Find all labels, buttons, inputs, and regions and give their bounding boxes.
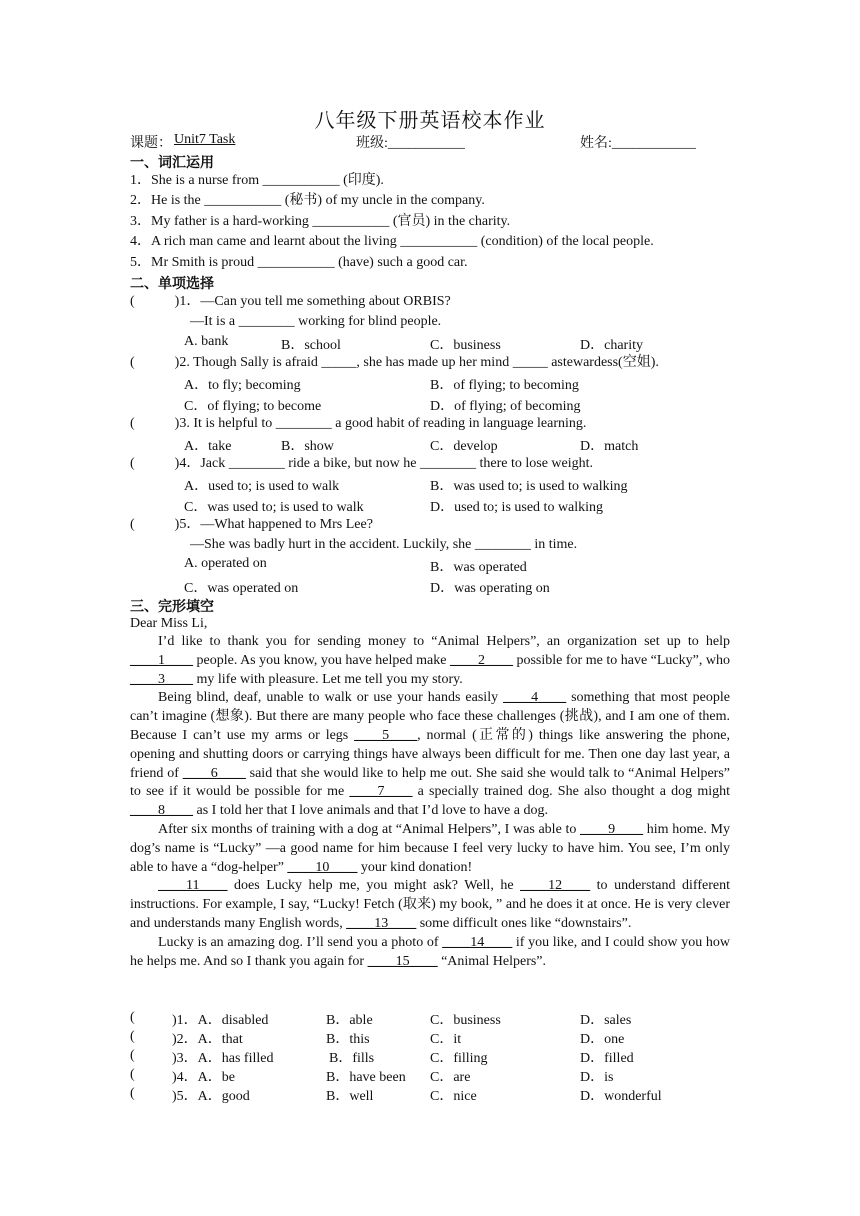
passage-text: Lucky is an amazing dog. I’ll send you a photo of (158, 934, 443, 950)
passage-text: Being blind, deaf, unable to walk or use your hands easily (158, 690, 504, 706)
question-row (130, 516, 373, 534)
answer-row (130, 1047, 135, 1065)
blank: ____9____ (580, 821, 644, 837)
vocab-item: 3．My father is a hard-working ___________ (官员) in the charity. (130, 214, 511, 229)
passage-text: “Animal Helpers”. (437, 953, 547, 969)
option: D．is (580, 1070, 614, 1085)
option: A. operated on (184, 556, 267, 571)
question-text: )5．—What happened to Mrs Lee? (174, 517, 373, 532)
answer-row (130, 1028, 135, 1046)
passage-text: him home. My dog’s name is “Lucky” —a good name for him because I feel very lucky to have him. You see, I’m only able to have a “dog-helper” (130, 821, 730, 875)
question-row (130, 293, 451, 311)
option: C．business (430, 1013, 501, 1028)
paren-open: ( (130, 294, 135, 309)
paren-open: ( (130, 1029, 135, 1044)
cloze-paragraph (130, 821, 730, 877)
question-row (130, 455, 593, 473)
cloze-paragraph (130, 689, 730, 821)
passage-text: a specially trained dog. She also thought a dog might (412, 784, 730, 800)
passage-text: possible for me to have “Lucky”, who (512, 652, 730, 668)
question-text: —It is a ________ working for blind people. (190, 314, 442, 329)
passage-text: people. As you know, you have helped make (193, 652, 450, 668)
section-choice-heading: 二、单项选择 (130, 276, 214, 292)
vocab-item: 1．She is a nurse from ___________ (印度). (130, 173, 384, 188)
option: C．filling (430, 1051, 488, 1066)
question-row (130, 354, 659, 372)
option: B．able (326, 1013, 373, 1028)
passage-text: , normal (正常的) things like answering the phone, opening and shutting doors or carrying things have always been difficult for me. Then one day last year, a friend of (130, 727, 730, 781)
option: D．match (580, 439, 639, 454)
blank: ____2____ (449, 652, 513, 668)
option: )5．A．good (172, 1089, 250, 1104)
option: D．filled (580, 1051, 634, 1066)
name-field: 姓名:____________ (580, 136, 696, 151)
blank: ____6____ (182, 765, 246, 781)
option: D．charity (580, 338, 643, 353)
paren-open: ( (130, 355, 135, 370)
question-text: )1．—Can you tell me something about ORBIS? (174, 294, 451, 309)
cloze-paragraph (130, 934, 730, 972)
passage-text: I’d like to thank you for sending money to “Animal Helpers”, an organization set up to help (158, 634, 730, 649)
option: C．was operated on (184, 581, 299, 596)
passage-text: your kind donation! (357, 859, 473, 875)
option: C．develop (430, 439, 498, 454)
option: B．of flying; to becoming (430, 378, 579, 393)
passage-text: my life with pleasure. Let me tell you my story. (193, 671, 463, 687)
answer-row (130, 1066, 135, 1084)
option: A. bank (184, 334, 229, 349)
option: )4．A．be (172, 1070, 235, 1085)
option: D．was operating on (430, 581, 550, 596)
blank: ____7____ (349, 784, 413, 800)
page-title: 八年级下册英语校本作业 (314, 110, 546, 132)
option: B．school (281, 338, 341, 353)
passage-text: as I told her that I love animals and that I’d love to have a dog. (193, 803, 548, 819)
option: )3．A．has filled (172, 1051, 274, 1066)
cloze-passage (130, 633, 730, 971)
option: B．well (326, 1089, 374, 1104)
passage-text: something that most people can’t imagine (想象). But there are many people who face these challenges (挑战), and I am one of them. Because I can’t use my arms or legs (130, 690, 730, 743)
option: A．used to; is used to walk (184, 479, 340, 494)
blank: ____14____ (442, 934, 513, 950)
option: C．are (430, 1070, 471, 1085)
option: B．show (281, 439, 334, 454)
blank: ____13____ (346, 915, 417, 931)
question-row (130, 415, 586, 433)
paren-open: ( (130, 456, 135, 471)
blank: ____15____ (367, 953, 438, 969)
blank: ____3____ (130, 671, 193, 687)
section-vocab-heading: 一、词汇运用 (130, 155, 214, 171)
blank: ____11____ (158, 878, 228, 894)
cloze-paragraph (130, 633, 730, 689)
question-text: )2. Though Sally is afraid _____, she has made up her mind _____ astewardess(空姐). (174, 355, 659, 370)
question-text: )3. It is helpful to ________ a good habit of reading in language learning. (174, 416, 587, 431)
option: A．take (184, 439, 232, 454)
passage-text: if you like, and I could show you how he helps me. And so I thank you again for (130, 934, 730, 969)
passage-text: does Lucky help me, you might ask? Well, he (227, 878, 521, 894)
section-cloze-heading: 三、完形填空 (130, 599, 214, 615)
option: D．one (580, 1032, 625, 1047)
topic-label: 课题： (130, 136, 172, 151)
option: D．wonderful (580, 1089, 662, 1104)
blank: ____10____ (287, 859, 358, 875)
paren-open: ( (130, 1048, 135, 1063)
blank: ____12____ (520, 878, 591, 894)
vocab-item: 2．He is the ___________ (秘书) of my uncle in the company. (130, 193, 485, 208)
vocab-item: 5．Mr Smith is proud ___________ (have) such a good car. (130, 255, 468, 270)
question-text: )4．Jack ________ ride a bike, but now he ________ there to lose weight. (174, 456, 594, 471)
option: )1．A．disabled (172, 1013, 269, 1028)
option: C．nice (430, 1089, 477, 1104)
option: D．of flying; of becoming (430, 399, 581, 414)
option: )2．A．that (172, 1032, 243, 1047)
option: C．was used to; is used to walk (184, 500, 364, 515)
option: D．sales (580, 1013, 632, 1028)
blank: ____1____ (130, 652, 193, 668)
paren-open: ( (130, 1067, 135, 1082)
option: B．was used to; is used to walking (430, 479, 628, 494)
letter-greeting: Dear Miss Li, (130, 616, 208, 631)
passage-text: to understand different instructions. For example, I say, “Lucky! Fetch (取来) my book, ” and he does it at once. He is very clever and understands many English words, (130, 878, 730, 931)
option: B．this (326, 1032, 370, 1047)
option: B．was operated (430, 560, 527, 575)
option: D．used to; is used to walking (430, 500, 604, 515)
answer-row (130, 1009, 135, 1027)
option: B．fills (329, 1051, 375, 1066)
blank: ____5____ (354, 727, 418, 743)
vocab-item: 4．A rich man came and learnt about the living ___________ (condition) of the local people. (130, 234, 654, 249)
header-meta (130, 132, 730, 150)
cloze-paragraph (130, 877, 730, 933)
blank: ____8____ (130, 803, 193, 819)
passage-text: said that she would like to help me out. She said she would talk to “Animal Helpers” to see if it would be possible for me (130, 765, 730, 800)
answer-row (130, 1085, 135, 1103)
paren-open: ( (130, 1010, 135, 1025)
paren-open: ( (130, 416, 135, 431)
option: C．of flying; to become (184, 399, 322, 414)
passage-text: After six months of training with a dog at “Animal Helpers”, I was able to (158, 821, 581, 837)
topic-value: Unit7 Task (174, 132, 236, 147)
passage-text: some difficult ones like “downstairs”. (416, 915, 632, 931)
paren-open: ( (130, 1086, 135, 1101)
option: B．have been (326, 1070, 406, 1085)
option: C．it (430, 1032, 462, 1047)
blank: ____4____ (503, 690, 567, 706)
paren-open: ( (130, 517, 135, 532)
class-field: 班级:___________ (356, 136, 465, 151)
question-text: —She was badly hurt in the accident. Luckily, she ________ in time. (190, 537, 578, 552)
option: C．business (430, 338, 501, 353)
option: A．to fly; becoming (184, 378, 301, 393)
